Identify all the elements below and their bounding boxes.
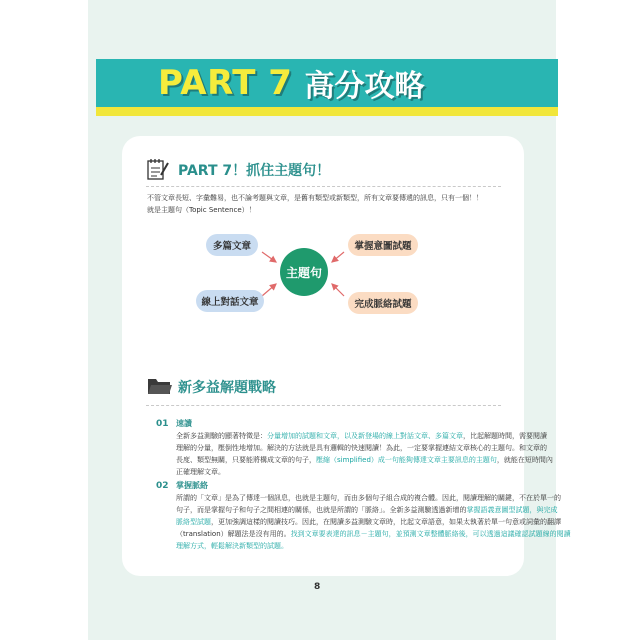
item-02-line4-highlight: 找到文章要表達的訊息－主題句，並預測文章整體脈絡後，可以透過這議確認試題線的閱讀	[290, 530, 571, 538]
item-02-line5: 理解方式，輕鬆解決新類型的試題。	[176, 542, 288, 550]
arrow-top-left	[262, 252, 276, 262]
banner-title: 高分攻略	[304, 69, 425, 104]
item-01-line3-highlight: 壓縮（simplified）成一句能夠傳達文章主要訊息的主題句	[316, 456, 497, 464]
item-02-body	[176, 492, 571, 552]
item-01-line2: 理解的分量，壓倒性地增加。解決的方法就是具有邏輯的快速閱讀！為此，一定要掌握連結文章核心的主題句。和文章的	[176, 444, 547, 452]
item-01-body	[176, 430, 553, 478]
item-02-line2a: 句子，而是掌握句子和句子之間相連的關係，也就是所謂的「脈絡」。全新多益測驗透過新增的	[176, 506, 467, 514]
item-02-line3b: ，更加強調這樣的閱讀技巧。因此，在閱讀多益測驗文章時，比起文章語意，如果太執著於單一句意或詞彙的翻譯	[211, 518, 561, 526]
page-number: 8	[314, 582, 321, 592]
item-02-line4a: （translation）解題法是沒有用的。	[176, 530, 291, 538]
arrow-top-right	[332, 252, 344, 262]
item-number-02: 02	[156, 481, 169, 491]
item-02-line1: 所謂的「文章」是為了傳達一個訊息，也就是主題句，而由多個句子組合成的複合體。因此，閱讀理解的關鍵，不在於單一的	[176, 494, 561, 502]
bubble-intent-questions: 掌握意圖試題	[348, 234, 418, 256]
center-topic-sentence: 主題句	[280, 248, 328, 296]
item-01-line3a: 長度、類型無關，只要能將構成文章的句子，	[176, 456, 316, 464]
item-02-line3-highlight: 脈絡型試題	[176, 518, 211, 526]
bubble-context-questions: 完成脈絡試題	[348, 292, 418, 314]
section-title-topic-sentence: PART 7！抓住主題句！	[178, 163, 331, 179]
section-divider-2	[146, 405, 501, 406]
item-01-line1c: ，比起解題時間，需要閱讀	[463, 432, 547, 440]
item-01-line1a: 全新多益測驗的顯著特徵是：	[176, 432, 267, 440]
intro-line-2: 就是主題句（Topic Sentence）！	[147, 206, 256, 214]
item-02-line2-highlight: 掌握語義意圖型試題，與完成	[466, 506, 558, 514]
item-number-01: 01	[156, 419, 169, 429]
folder-icon	[147, 376, 173, 396]
bubble-multi-text: 多篇文章	[206, 234, 258, 256]
item-heading-context: 掌握脈絡	[176, 481, 208, 490]
item-01-line4: 正確理解文章。	[176, 468, 225, 476]
item-heading-speed-reading: 速讀	[176, 419, 192, 428]
banner-part-label: PART 7	[158, 63, 293, 103]
item-01-line3c: ，就能在短時間內	[496, 456, 553, 464]
bubble-online-chat: 線上對話文章	[196, 290, 264, 312]
section-title-strategy: 新多益解題戰略	[178, 380, 276, 396]
arrow-bottom-left	[262, 284, 276, 296]
intro-line-1: 不管文章長短、字彙難易，也不論考題與文章，是舊有類型或新類型，所有文章要傳遞的訊息，只有一個！！	[147, 194, 483, 202]
item-01-line1-highlight: 分量增加的試題和文章，以及新登場的線上對話文章、多篇文章	[267, 432, 463, 440]
arrow-bottom-right	[332, 284, 344, 296]
